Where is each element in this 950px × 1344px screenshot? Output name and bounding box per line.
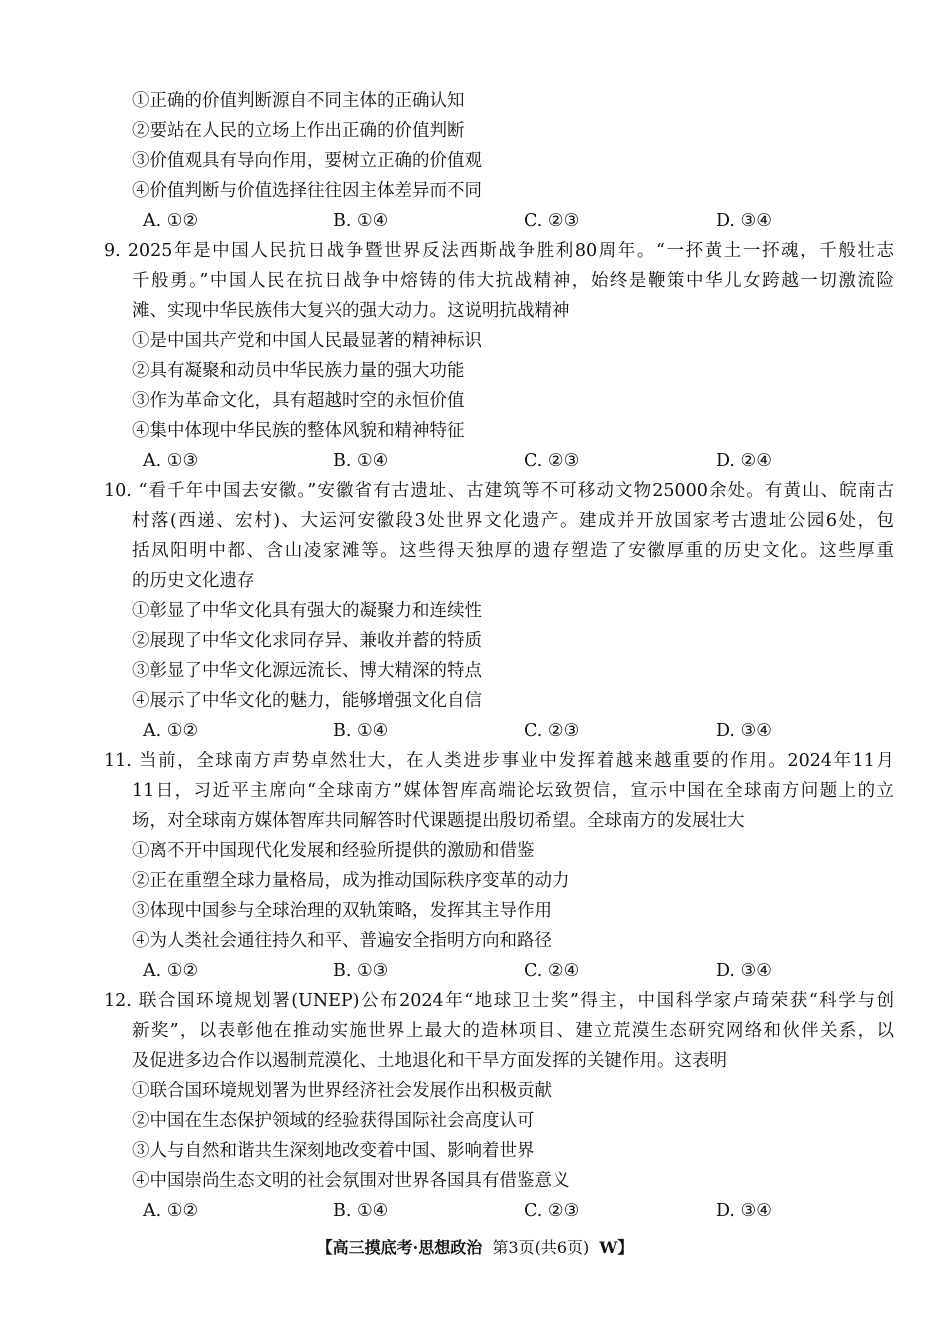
q9-option-d: D. ②④: [716, 451, 772, 471]
q12-item-3: ③人与自然和谐共生深刻地改变着中国、影响着世界: [132, 1141, 535, 1161]
q10-item-3: ③彰显了中华文化源远流长、博大精深的特点: [132, 661, 482, 681]
q8-item-1: ①正确的价值判断源自不同主体的正确认知: [132, 91, 465, 111]
q8-item-2: ②要站在人民的立场上作出正确的价值判断: [132, 121, 465, 141]
q10-item-4: ④展示了中华文化的魅力，能够增强文化自信: [132, 691, 482, 711]
q8-option-a: A. ①②: [143, 211, 199, 231]
q8-option-c: C. ②③: [524, 211, 580, 231]
q11-item-1: ①离不开中国现代化发展和经验所提供的激励和借鉴: [132, 841, 535, 861]
q11-options: [143, 956, 903, 986]
footer-exam-name: 高三摸底考: [332, 1238, 413, 1257]
q10-stem-line-4: 的历史文化遗存: [132, 571, 255, 591]
q10-stem-line-2: 村落(西递、宏村)、大运河安徽段3处世界文化遗产。建成并开放国家考古遗址公园6处，包: [132, 511, 894, 531]
q9-option-b: B. ①④: [333, 451, 389, 471]
q12-item-2: ②中国在生态保护领域的经验获得国际社会高度认可: [132, 1111, 535, 1131]
footer-code: W: [599, 1238, 618, 1257]
q9-item-4: ④集中体现中华民族的整体风貌和精神特征: [132, 421, 465, 441]
q10-stem-line-1: 10. “看千年中国去安徽。”安徽省有古遗址、古建筑等不可移动文物25000余处。有黄山、皖南古: [104, 481, 894, 501]
q9-option-a: A. ①③: [143, 451, 199, 471]
q9-stem-line-2: 千般勇。”中国人民在抗日战争中熔铸的伟大抗战精神，始终是鞭策中华儿女跨越一切激流险: [132, 271, 894, 291]
footer-left-bracket: 【: [316, 1238, 333, 1257]
q12-stem-line-2: 新奖”，以表彰他在推动实施世界上最大的造林项目、建立荒漠生态研究网络和伙伴关系，以: [132, 1021, 894, 1041]
q10-options: [143, 716, 903, 746]
q12-item-4: ④中国崇尚生态文明的社会氛围对世界各国具有借鉴意义: [132, 1171, 570, 1191]
q11-option-b: B. ①③: [333, 961, 389, 981]
q9-stem-line-1: 9. 2025年是中国人民抗日战争暨世界反法西斯战争胜利80周年。“一抔黄土一抔魂，千般壮志: [104, 241, 894, 261]
q9-options: [143, 446, 903, 476]
q9-item-2: ②具有凝聚和动员中华民族力量的强大功能: [132, 361, 465, 381]
q9-item-1: ①是中国共产党和中国人民最显著的精神标识: [132, 331, 482, 351]
q11-item-3: ③体现中国参与全球治理的双轨策略，发挥其主导作用: [132, 901, 552, 921]
q9-option-c: C. ②③: [524, 451, 580, 471]
q10-option-b: B. ①④: [333, 721, 389, 741]
q11-stem-line-3: 场，对全球南方媒体智库共同解答时代课题提出殷切希望。全球南方的发展壮大: [132, 811, 745, 831]
q8-options: [143, 206, 903, 236]
q12-stem-line-3: 及促进多边合作以遏制荒漠化、土地退化和干旱方面发挥的关键作用。这表明: [132, 1051, 727, 1071]
footer-page-number: 第3页(共6页): [492, 1238, 590, 1257]
q10-option-d: D. ③④: [716, 721, 772, 741]
q12-options: [143, 1196, 903, 1226]
q8-option-b: B. ①④: [333, 211, 389, 231]
q11-stem-line-2: 11日，习近平主席向“全球南方”媒体智库高端论坛致贺信，宣示中国在全球南方问题上的立: [132, 781, 894, 801]
q8-item-3: ③价值观具有导向作用，要树立正确的价值观: [132, 151, 482, 171]
q11-item-4: ④为人类社会通往持久和平、普遍安全指明方向和路径: [132, 931, 552, 951]
q10-option-c: C. ②③: [524, 721, 580, 741]
page-footer: [0, 1235, 950, 1261]
q10-item-2: ②展现了中华文化求同存异、兼收并蓄的特质: [132, 631, 482, 651]
q11-item-2: ②正在重塑全球力量格局，成为推动国际秩序变革的动力: [132, 871, 570, 891]
q9-stem-line-3: 滩、实现中华民族伟大复兴的强大动力。这说明抗战精神: [132, 301, 570, 321]
q11-option-a: A. ①②: [143, 961, 199, 981]
q11-option-d: D. ③④: [716, 961, 772, 981]
q10-stem-line-3: 括凤阳明中都、含山凌家滩等。这些得天独厚的遗存塑造了安徽厚重的历史文化。这些厚重: [132, 541, 894, 561]
q12-option-b: B. ①④: [333, 1201, 389, 1221]
q12-stem-line-1: 12. 联合国环境规划署(UNEP)公布2024年“地球卫士奖”得主，中国科学家卢琦荣获“科学与创: [104, 991, 894, 1011]
q10-item-1: ①彰显了中华文化具有强大的凝聚力和连续性: [132, 601, 482, 621]
q9-item-3: ③作为革命文化，具有超越时空的永恒价值: [132, 391, 465, 411]
footer-subject: 思想政治: [418, 1238, 483, 1257]
q12-option-a: A. ①②: [143, 1201, 199, 1221]
q8-option-d: D. ③④: [716, 211, 772, 231]
q12-option-d: D. ③④: [716, 1201, 772, 1221]
q8-item-4: ④价值判断与价值选择往往因主体差异而不同: [132, 181, 482, 201]
q12-item-1: ①联合国环境规划署为世界经济社会发展作出积极贡献: [132, 1081, 552, 1101]
q12-option-c: C. ②③: [524, 1201, 580, 1221]
footer-dot: ·: [412, 1238, 419, 1257]
q11-stem-line-1: 11. 当前，全球南方声势卓然壮大，在人类进步事业中发挥着越来越重要的作用。2024年11月: [104, 751, 894, 771]
q10-option-a: A. ①②: [143, 721, 199, 741]
q11-option-c: C. ②④: [524, 961, 580, 981]
footer-right-bracket: 】: [617, 1238, 634, 1257]
